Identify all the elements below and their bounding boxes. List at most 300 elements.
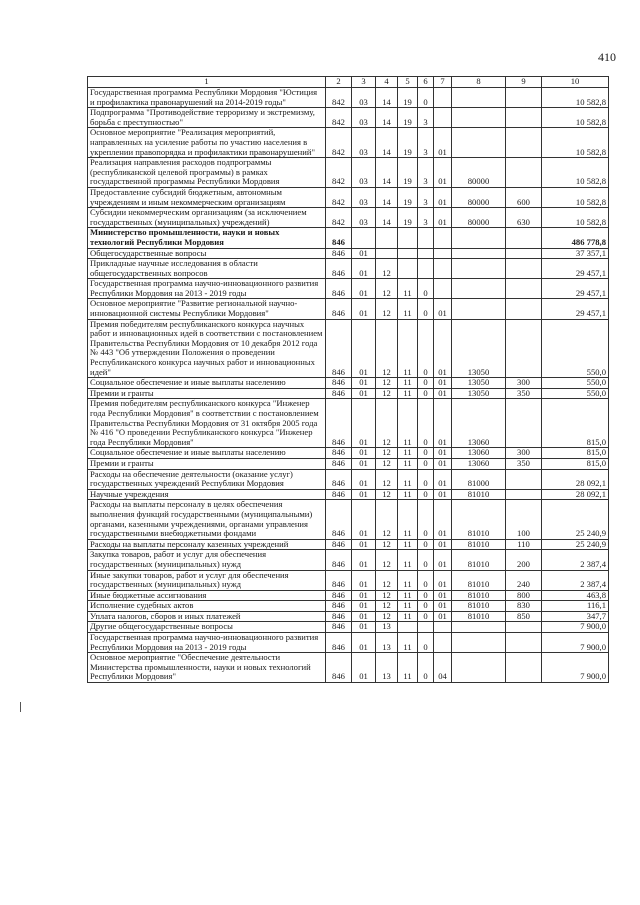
code-cell: 846	[326, 611, 352, 622]
code-cell: 846	[326, 500, 352, 539]
code-cell: 01	[434, 448, 452, 459]
row-name-cell: Расходы на выплаты персоналу в целях обеспечения выполнения функций государственными (муниципальными) органами, казенными учреждениями, органами управления государственными внебюджетными фондами	[88, 500, 326, 539]
code-cell: 11	[398, 489, 418, 500]
code-cell: 81010	[452, 590, 506, 601]
code-cell: 12	[376, 550, 398, 570]
code-cell: 800	[506, 590, 542, 601]
table-row	[88, 611, 609, 622]
code-cell	[418, 622, 434, 633]
code-cell: 01	[352, 653, 376, 683]
row-name-cell: Социальное обеспечение и иные выплаты населению	[88, 448, 326, 459]
code-cell: 12	[376, 489, 398, 500]
table-row	[88, 458, 609, 469]
code-cell: 01	[352, 448, 376, 459]
code-cell	[452, 653, 506, 683]
code-cell: 846	[326, 601, 352, 612]
code-cell: 13050	[452, 319, 506, 378]
code-cell: 0	[418, 399, 434, 448]
margin-mark	[20, 702, 21, 712]
code-cell: 0	[418, 279, 434, 299]
code-cell: 01	[352, 248, 376, 259]
code-cell	[434, 279, 452, 299]
code-cell: 01	[352, 378, 376, 389]
code-cell: 846	[326, 279, 352, 299]
code-cell: 846	[326, 299, 352, 319]
row-name-cell: Министерство промышленности, науки и новых технологий Республики Мордовия	[88, 228, 326, 248]
code-cell: 14	[376, 88, 398, 108]
row-name-cell: Премия победителям республиканского конкурса "Инженер года Республики Мордовия" в соответствии с постановлением Правительства Республики Мордовия от 31 октября 2005 года № 416 "О проведении Республиканского конкурса "Инженер года Республики Мордовия"	[88, 399, 326, 448]
amount-cell: 28 092,1	[542, 489, 609, 500]
code-cell: 3	[418, 128, 434, 158]
code-cell: 01	[352, 590, 376, 601]
code-cell	[418, 248, 434, 259]
code-cell	[434, 108, 452, 128]
table-row	[88, 399, 609, 448]
code-cell: 19	[398, 128, 418, 158]
code-cell	[398, 622, 418, 633]
code-cell: 01	[434, 550, 452, 570]
amount-cell: 10 582,8	[542, 88, 609, 108]
code-cell: 01	[434, 570, 452, 590]
code-cell: 01	[352, 539, 376, 550]
amount-cell: 486 778,8	[542, 228, 609, 248]
table-row	[88, 601, 609, 612]
code-cell	[506, 158, 542, 188]
code-cell: 81010	[452, 539, 506, 550]
amount-cell: 10 582,8	[542, 128, 609, 158]
code-cell: 11	[398, 570, 418, 590]
code-cell: 846	[326, 539, 352, 550]
code-cell: 80000	[452, 187, 506, 207]
col-header: 1	[88, 77, 326, 88]
code-cell: 846	[326, 388, 352, 399]
code-cell: 100	[506, 500, 542, 539]
table-row	[88, 187, 609, 207]
row-name-cell: Основное мероприятие "Обеспечение деятельности Министерства промышленности, науки и новых технологий Республики Мордовия"	[88, 653, 326, 683]
amount-cell: 815,0	[542, 448, 609, 459]
code-cell: 19	[398, 208, 418, 228]
code-cell: 01	[434, 469, 452, 489]
code-cell: 13060	[452, 399, 506, 448]
code-cell: 13	[376, 622, 398, 633]
code-cell: 11	[398, 653, 418, 683]
table-row	[88, 500, 609, 539]
code-cell: 01	[434, 601, 452, 612]
code-cell	[452, 622, 506, 633]
code-cell: 01	[352, 622, 376, 633]
code-cell: 19	[398, 158, 418, 188]
code-cell: 12	[376, 539, 398, 550]
code-cell: 13	[376, 653, 398, 683]
table-row	[88, 158, 609, 188]
code-cell: 842	[326, 158, 352, 188]
code-cell: 11	[398, 399, 418, 448]
code-cell	[398, 248, 418, 259]
table-row	[88, 259, 609, 279]
table-row	[88, 228, 609, 248]
amount-cell: 25 240,9	[542, 539, 609, 550]
code-cell: 81010	[452, 611, 506, 622]
code-cell: 0	[418, 590, 434, 601]
code-cell: 0	[418, 653, 434, 683]
code-cell	[452, 228, 506, 248]
code-cell: 0	[418, 570, 434, 590]
table-row	[88, 108, 609, 128]
code-cell: 846	[326, 259, 352, 279]
row-name-cell: Государственная программа Республики Мордовия "Юстиция и профилактика правонарушений на 2014-2019 годы"	[88, 88, 326, 108]
code-cell: 11	[398, 469, 418, 489]
code-cell: 600	[506, 187, 542, 207]
code-cell: 846	[326, 590, 352, 601]
code-cell: 01	[352, 489, 376, 500]
code-cell: 0	[418, 500, 434, 539]
code-cell: 11	[398, 388, 418, 399]
code-cell: 846	[326, 469, 352, 489]
amount-cell: 7 900,0	[542, 633, 609, 653]
code-cell: 846	[326, 570, 352, 590]
code-cell: 80000	[452, 208, 506, 228]
row-name-cell: Основное мероприятие "Реализация мероприятий, направленных на усиление работы по участию населения в укреплении правопорядка и профилактики правонарушений"	[88, 128, 326, 158]
col-header: 8	[452, 77, 506, 88]
amount-cell: 550,0	[542, 378, 609, 389]
amount-cell: 463,8	[542, 590, 609, 601]
code-cell	[452, 299, 506, 319]
amount-cell: 7 900,0	[542, 622, 609, 633]
table-body	[88, 88, 609, 683]
amount-cell: 815,0	[542, 458, 609, 469]
code-cell: 846	[326, 248, 352, 259]
code-cell	[434, 88, 452, 108]
code-cell	[418, 228, 434, 248]
code-cell: 842	[326, 208, 352, 228]
row-name-cell: Основное мероприятие "Развитие региональной научно-инновационной системы Республики Мордовия"	[88, 299, 326, 319]
code-cell: 81010	[452, 550, 506, 570]
header-row	[88, 77, 609, 88]
table-row	[88, 539, 609, 550]
code-cell: 04	[434, 653, 452, 683]
code-cell	[452, 259, 506, 279]
row-name-cell: Субсидии некоммерческим организациям (за исключением государственных (муниципальных) учреждений)	[88, 208, 326, 228]
code-cell: 846	[326, 319, 352, 378]
amount-cell: 2 387,4	[542, 550, 609, 570]
code-cell: 13	[376, 633, 398, 653]
code-cell	[506, 248, 542, 259]
code-cell	[434, 622, 452, 633]
code-cell: 81010	[452, 601, 506, 612]
col-header: 3	[352, 77, 376, 88]
code-cell: 0	[418, 388, 434, 399]
row-name-cell: Государственная программа научно-инновационного развития Республики Мордовия на 2013 - 2019 годы	[88, 279, 326, 299]
code-cell: 846	[326, 378, 352, 389]
code-cell: 13060	[452, 458, 506, 469]
code-cell: 0	[418, 378, 434, 389]
code-cell	[506, 279, 542, 299]
amount-cell: 10 582,8	[542, 208, 609, 228]
row-name-cell: Премии и гранты	[88, 458, 326, 469]
row-name-cell: Подпрограмма "Противодействие терроризму и экстремизму, борьба с преступностью"	[88, 108, 326, 128]
code-cell: 11	[398, 279, 418, 299]
code-cell: 12	[376, 570, 398, 590]
code-cell: 846	[326, 399, 352, 448]
code-cell: 200	[506, 550, 542, 570]
code-cell: 12	[376, 388, 398, 399]
table-row	[88, 633, 609, 653]
code-cell: 11	[398, 378, 418, 389]
row-name-cell: Научные учреждения	[88, 489, 326, 500]
code-cell: 01	[352, 259, 376, 279]
amount-cell: 815,0	[542, 399, 609, 448]
code-cell: 14	[376, 187, 398, 207]
code-cell: 01	[352, 279, 376, 299]
code-cell: 01	[434, 378, 452, 389]
code-cell: 12	[376, 469, 398, 489]
code-cell: 0	[418, 550, 434, 570]
code-cell: 01	[434, 458, 452, 469]
col-header: 4	[376, 77, 398, 88]
code-cell: 846	[326, 228, 352, 248]
amount-cell: 116,1	[542, 601, 609, 612]
page-number: 410	[598, 50, 616, 64]
code-cell	[506, 622, 542, 633]
code-cell: 842	[326, 88, 352, 108]
code-cell: 12	[376, 458, 398, 469]
code-cell: 01	[434, 489, 452, 500]
code-cell: 01	[434, 299, 452, 319]
code-cell: 03	[352, 128, 376, 158]
code-cell: 01	[352, 388, 376, 399]
code-cell: 12	[376, 500, 398, 539]
code-cell: 842	[326, 108, 352, 128]
amount-cell: 28 092,1	[542, 469, 609, 489]
code-cell: 03	[352, 158, 376, 188]
amount-cell: 29 457,1	[542, 279, 609, 299]
code-cell	[506, 299, 542, 319]
code-cell	[434, 248, 452, 259]
code-cell	[452, 248, 506, 259]
code-cell: 11	[398, 458, 418, 469]
code-cell: 830	[506, 601, 542, 612]
code-cell: 11	[398, 539, 418, 550]
code-cell: 01	[434, 539, 452, 550]
amount-cell: 7 900,0	[542, 653, 609, 683]
code-cell: 0	[418, 88, 434, 108]
code-cell	[452, 128, 506, 158]
amount-cell: 550,0	[542, 388, 609, 399]
code-cell: 350	[506, 458, 542, 469]
code-cell: 01	[352, 570, 376, 590]
code-cell: 14	[376, 128, 398, 158]
code-cell: 03	[352, 108, 376, 128]
code-cell: 14	[376, 208, 398, 228]
row-name-cell: Исполнение судебных актов	[88, 601, 326, 612]
table-row	[88, 550, 609, 570]
code-cell	[506, 319, 542, 378]
code-cell	[506, 399, 542, 448]
row-name-cell: Иные закупки товаров, работ и услуг для обеспечения государственных (муниципальных) нужд	[88, 570, 326, 590]
code-cell: 19	[398, 187, 418, 207]
code-cell	[506, 489, 542, 500]
col-header: 9	[506, 77, 542, 88]
code-cell: 03	[352, 88, 376, 108]
code-cell: 12	[376, 448, 398, 459]
code-cell	[506, 88, 542, 108]
code-cell: 12	[376, 611, 398, 622]
code-cell: 846	[326, 489, 352, 500]
code-cell: 01	[352, 633, 376, 653]
table-row	[88, 570, 609, 590]
col-header: 2	[326, 77, 352, 88]
code-cell	[376, 248, 398, 259]
code-cell: 13060	[452, 448, 506, 459]
code-cell	[452, 633, 506, 653]
code-cell: 842	[326, 187, 352, 207]
table-row	[88, 378, 609, 389]
code-cell: 0	[418, 448, 434, 459]
code-cell	[506, 469, 542, 489]
code-cell: 13050	[452, 388, 506, 399]
code-cell	[452, 279, 506, 299]
code-cell: 19	[398, 88, 418, 108]
code-cell: 14	[376, 108, 398, 128]
code-cell	[452, 88, 506, 108]
amount-cell: 2 387,4	[542, 570, 609, 590]
code-cell: 3	[418, 208, 434, 228]
code-cell: 300	[506, 378, 542, 389]
code-cell: 80000	[452, 158, 506, 188]
table-row	[88, 388, 609, 399]
code-cell: 81000	[452, 469, 506, 489]
col-header: 7	[434, 77, 452, 88]
code-cell: 01	[352, 611, 376, 622]
code-cell	[434, 228, 452, 248]
row-name-cell: Реализация направления расходов подпрограммы (республиканской целевой программы) в рамках государственной программы Республики Мордовия	[88, 158, 326, 188]
code-cell: 12	[376, 378, 398, 389]
amount-cell: 29 457,1	[542, 299, 609, 319]
table-row	[88, 248, 609, 259]
code-cell: 01	[352, 458, 376, 469]
table-row	[88, 448, 609, 459]
code-cell: 0	[418, 611, 434, 622]
code-cell: 19	[398, 108, 418, 128]
code-cell	[434, 633, 452, 653]
row-name-cell: Премии и гранты	[88, 388, 326, 399]
code-cell	[418, 259, 434, 279]
row-name-cell: Предоставление субсидий бюджетным, автономным учреждениям и иным некоммерческим организациям	[88, 187, 326, 207]
row-name-cell: Расходы на выплаты персоналу казенных учреждений	[88, 539, 326, 550]
row-name-cell: Иные бюджетные ассигнования	[88, 590, 326, 601]
row-name-cell: Премия победителям республиканского конкурса научных работ и инновационных идей в соответствии с постановлением Правительства Республики Мордовия от 10 декабря 2012 года № 443 "Об утверждении Положения о проведении Республиканского конкурса научных работ и инновационных идей"	[88, 319, 326, 378]
code-cell: 01	[434, 590, 452, 601]
code-cell: 11	[398, 633, 418, 653]
code-cell: 0	[418, 469, 434, 489]
row-name-cell: Общегосударственные вопросы	[88, 248, 326, 259]
amount-cell: 37 357,1	[542, 248, 609, 259]
code-cell: 14	[376, 158, 398, 188]
code-cell	[434, 259, 452, 279]
code-cell: 350	[506, 388, 542, 399]
code-cell: 850	[506, 611, 542, 622]
code-cell: 11	[398, 601, 418, 612]
code-cell: 11	[398, 500, 418, 539]
code-cell: 0	[418, 539, 434, 550]
code-cell: 01	[434, 388, 452, 399]
table-row	[88, 590, 609, 601]
row-name-cell: Уплата налогов, сборов и иных платежей	[88, 611, 326, 622]
code-cell: 846	[326, 550, 352, 570]
table-row	[88, 469, 609, 489]
code-cell: 11	[398, 590, 418, 601]
code-cell	[506, 228, 542, 248]
code-cell: 03	[352, 187, 376, 207]
code-cell: 01	[434, 500, 452, 539]
code-cell: 01	[352, 601, 376, 612]
table-row	[88, 489, 609, 500]
code-cell: 0	[418, 319, 434, 378]
code-cell: 12	[376, 590, 398, 601]
code-cell: 01	[434, 187, 452, 207]
amount-cell: 25 240,9	[542, 500, 609, 539]
amount-cell: 550,0	[542, 319, 609, 378]
code-cell: 01	[434, 611, 452, 622]
table-row	[88, 128, 609, 158]
code-cell: 846	[326, 458, 352, 469]
table-row	[88, 88, 609, 108]
code-cell: 81010	[452, 489, 506, 500]
code-cell: 630	[506, 208, 542, 228]
code-cell: 12	[376, 259, 398, 279]
table-row	[88, 319, 609, 378]
code-cell	[398, 259, 418, 279]
code-cell	[506, 128, 542, 158]
code-cell: 0	[418, 633, 434, 653]
code-cell: 01	[434, 158, 452, 188]
code-cell: 0	[418, 458, 434, 469]
code-cell: 01	[352, 550, 376, 570]
code-cell	[506, 108, 542, 128]
code-cell: 01	[352, 500, 376, 539]
code-cell	[506, 259, 542, 279]
code-cell: 03	[352, 208, 376, 228]
code-cell: 846	[326, 653, 352, 683]
code-cell: 3	[418, 158, 434, 188]
code-cell: 81010	[452, 500, 506, 539]
code-cell	[352, 228, 376, 248]
table-row	[88, 299, 609, 319]
code-cell: 01	[352, 299, 376, 319]
row-name-cell: Прикладные научные исследования в области общегосударственных вопросов	[88, 259, 326, 279]
code-cell: 11	[398, 550, 418, 570]
code-cell: 12	[376, 299, 398, 319]
code-cell: 300	[506, 448, 542, 459]
code-cell: 11	[398, 319, 418, 378]
code-cell: 12	[376, 279, 398, 299]
code-cell: 3	[418, 108, 434, 128]
code-cell	[376, 228, 398, 248]
code-cell: 846	[326, 633, 352, 653]
code-cell: 842	[326, 128, 352, 158]
row-name-cell: Закупка товаров, работ и услуг для обеспечения государственных (муниципальных) нужд	[88, 550, 326, 570]
code-cell	[506, 653, 542, 683]
code-cell: 846	[326, 448, 352, 459]
code-cell: 01	[434, 208, 452, 228]
amount-cell: 10 582,8	[542, 108, 609, 128]
code-cell: 12	[376, 319, 398, 378]
amount-cell: 29 457,1	[542, 259, 609, 279]
amount-cell: 347,7	[542, 611, 609, 622]
code-cell: 13050	[452, 378, 506, 389]
row-name-cell: Социальное обеспечение и иные выплаты населению	[88, 378, 326, 389]
budget-table	[87, 76, 609, 683]
